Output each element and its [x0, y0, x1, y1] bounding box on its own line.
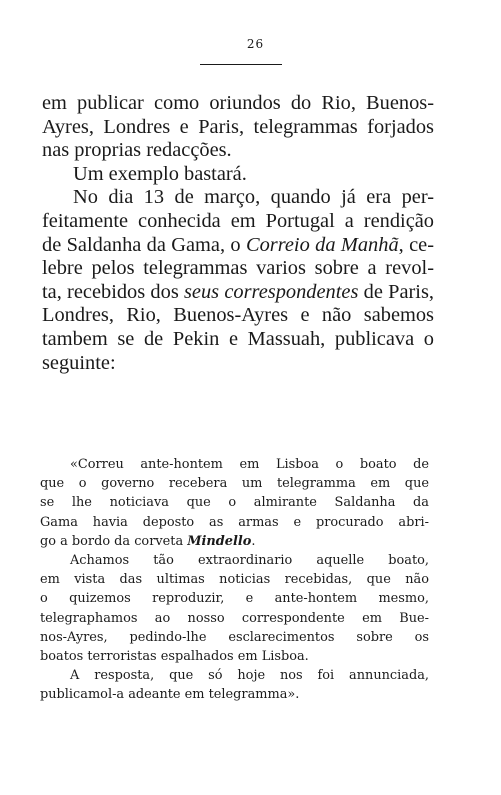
quote-line: boatos terroristas espalhados em Lisboa.: [40, 649, 309, 665]
quote-line: [40, 532, 429, 551]
quote-line: telegraphamos ao nosso correspondente em Bue-: [40, 610, 429, 626]
quote-line: «Correu ante-hontem em Lisboa o boato de: [70, 457, 429, 472]
text-line: lebre pelos telegrammas varios sobre a revol-: [42, 257, 434, 280]
text-fragment: .: [251, 533, 256, 549]
italic-phrase: seus correspondentes: [184, 280, 359, 303]
newspaper-title: Correio da Manhã: [245, 233, 399, 256]
text-fragment: de Paris,: [358, 280, 434, 303]
text-line: [42, 234, 434, 258]
text-fragment: , ce-: [398, 233, 434, 256]
text-line: seguinte:: [42, 351, 116, 374]
header-rule: [200, 64, 282, 65]
quoted-telegram: [40, 455, 429, 705]
quote-line: que o governo recebera um telegramma em que: [40, 476, 429, 492]
body-text: [42, 92, 434, 375]
ship-name: Mindello: [187, 533, 252, 549]
text-fragment: de Saldanha da Gama, o: [42, 233, 246, 256]
text-line: Um exemplo bastará.: [73, 162, 247, 185]
text-line: nas proprias redacções.: [42, 139, 232, 162]
quote-line: em vista das ultimas noticias recebidas, que não: [40, 572, 429, 588]
text-fragment: ta, recebidos dos: [42, 280, 184, 303]
quote-line: publicamol-a adeante em telegramma».: [40, 687, 300, 703]
text-line: Ayres, Londres e Paris, telegrammas forjados: [42, 115, 434, 138]
quote-line: nos-Ayres, pedindo-lhe esclarecimentos sobre os: [40, 629, 429, 645]
page-number: 26: [246, 37, 265, 51]
text-fragment: go a bordo da corveta: [40, 533, 188, 549]
quote-line: se lhe noticiava que o almirante Saldanha da: [40, 495, 429, 511]
text-line: tambem se de Pekin e Massuah, publicava o: [42, 327, 434, 350]
text-line: [42, 281, 434, 305]
text-line: feitamente conhecida em Portugal a rendição: [42, 209, 434, 232]
quote-line: Achamos tão extraordinario aquelle boato,: [70, 553, 429, 569]
text-line: Londres, Rio, Buenos-Ayres e não sabemos: [42, 304, 434, 327]
text-line: em publicar como oriundos do Rio, Buenos-: [42, 92, 434, 114]
quote-line: o quizemos reproduzir, e ante-hontem mesmo,: [40, 591, 429, 607]
quote-line: A resposta, que só hoje nos foi annunciada,: [70, 668, 429, 684]
quote-line: Gama havia deposto as armas e procurado abri-: [40, 514, 429, 530]
text-line: No dia 13 de março, quando já era per-: [73, 186, 434, 209]
